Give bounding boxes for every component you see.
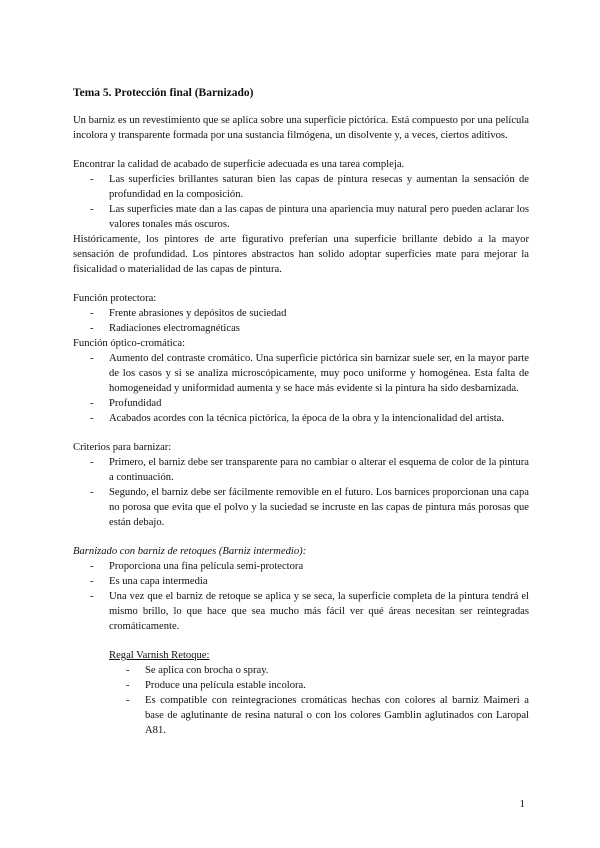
- list-item: - Primero, el barniz debe ser transparente para no cambiar o alterar el esquema de color de la pintura a continuación.: [73, 455, 529, 485]
- optical-heading: Función óptico-cromática:: [73, 338, 186, 349]
- list-item: - Las superficies brillantes saturan bien las capas de pintura resecas y aumentan la sensación de profundidad en la composición.: [73, 172, 529, 202]
- optical-list: [73, 351, 529, 426]
- protective-list: [73, 306, 529, 336]
- list-item: - Profundidad: [73, 396, 529, 411]
- criteria-heading: Criterios para barnizar:: [73, 442, 172, 453]
- history-paragraph: Históricamente, los pintores de arte figurativo preferían una superficie brillante debido a la mayor sensación de profundidad. Los pintores abstractos han solido adoptar superficies mate para mejorar la fisicalidad o materialidad de las capas de pintura.: [73, 234, 529, 275]
- product-list: [73, 663, 529, 738]
- list-item: - Acabados acordes con la técnica pictórica, la época de la obra y la intencionalidad del artista.: [73, 411, 529, 426]
- product-title: Regal Varnish Retoque:: [109, 650, 210, 661]
- document-page: [73, 86, 529, 738]
- list-item: - Segundo, el barniz debe ser fácilmente removible en el futuro. Los barnices proporcionan una capa no porosa que evita que el polvo y la suciedad se incruste en las capas de pintura más porosas que están debajo.: [73, 485, 529, 530]
- intro-paragraph: Un barniz es un revestimiento que se aplica sobre una superficie pictórica. Está compuesto por una película incolora y transparente formada por una sustancia filmógena, un disolvente y, a veces, ciertos aditivos.: [73, 115, 529, 141]
- criteria-list: [73, 455, 529, 530]
- list-item: - Frente abrasiones y depósitos de suciedad: [73, 306, 529, 321]
- protective-heading: Función protectora:: [73, 293, 157, 304]
- retouch-heading: Barnizado con barniz de retoques (Barniz intermedio):: [73, 546, 307, 557]
- page-number: 1: [519, 798, 525, 810]
- list-item: - Una vez que el barniz de retoque se aplica y se seca, la superficie completa de la pintura tendrá el mismo brillo, lo que hace que sea mucho más fácil ver qué áreas necesitan ser reintegradas cromáticamente.: [73, 589, 529, 634]
- list-item: - Es compatible con reintegraciones cromáticas hechas con colores al barniz Maimeri a base de aglutinante de resina natural o con los colores Gamblin aglutinados con Laropal A81.: [73, 693, 529, 738]
- list-item: - Las superficies mate dan a las capas de pintura una apariencia muy natural pero pueden aclarar los valores tonales más oscuros.: [73, 202, 529, 232]
- page-title: Tema 5. Protección final (Barnizado): [73, 87, 254, 99]
- list-item: - Produce una película estable incolora.: [73, 678, 529, 693]
- list-item: - Es una capa intermedia: [73, 574, 529, 589]
- list-item: - Se aplica con brocha o spray.: [73, 663, 529, 678]
- retouch-list: [73, 559, 529, 634]
- list-item: - Radiaciones electromagnéticas: [73, 321, 529, 336]
- list-item: - Aumento del contraste cromático. Una superficie pictórica sin barnizar suele ser, en la mayor parte de los casos y si se analiza microscópicamente, muy poco uniforme y homogénea. Esta falta de homogeneidad y uniformidad aumenta y se hace más evidente si la pintura ha sido desbarnizada.: [73, 351, 529, 396]
- surface-list: [73, 172, 529, 232]
- list-item: - Proporciona una fina película semi-protectora: [73, 559, 529, 574]
- surface-heading: Encontrar la calidad de acabado de superficie adecuada es una tarea compleja.: [73, 159, 405, 170]
